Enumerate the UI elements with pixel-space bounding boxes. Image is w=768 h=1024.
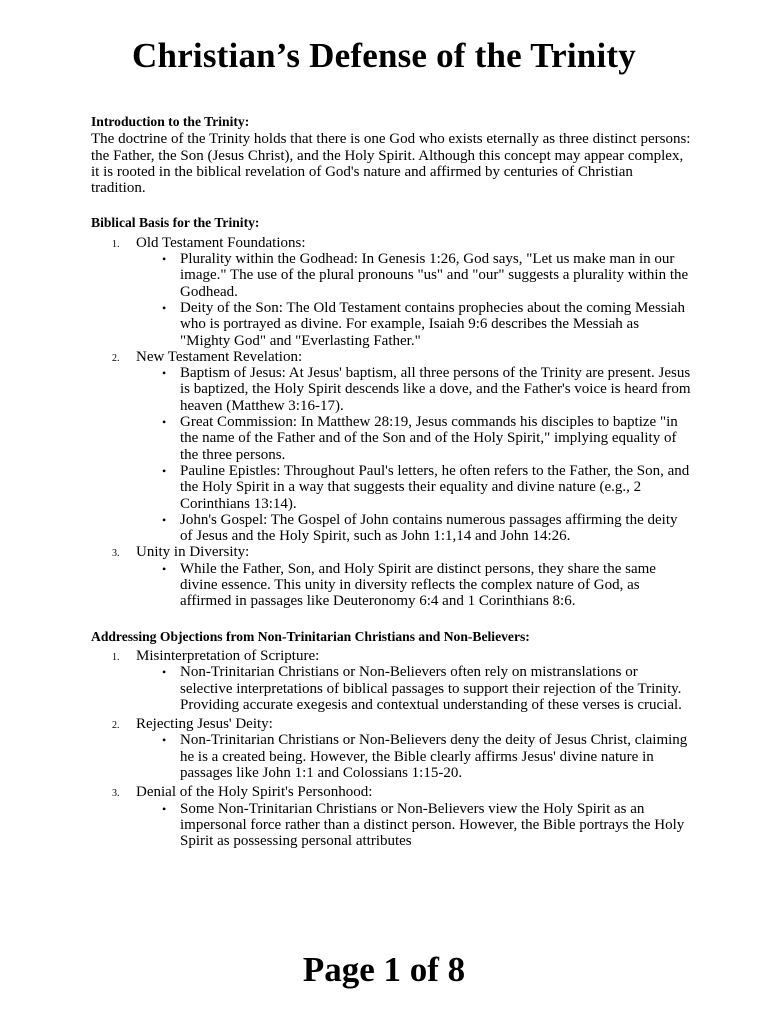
list-number: 1. (112, 651, 120, 663)
list-item-label: New Testament Revelation: (136, 348, 303, 365)
bullet-text: Some Non-Trinitarian Christians or Non-Believers view the Holy Spirit as an impersonal force rather than a distinct person. However, the Bible portrays the Holy Spirit as possessing personal attributes (180, 800, 685, 850)
bullet-icon: • (162, 733, 167, 748)
bullet-text: Great Commission: In Matthew 28:19, Jesus commands his disciples to baptize "in the name of the Father and of the Son and of the Holy Spirit," implying equality of the three persons. (180, 414, 678, 463)
bullet-icon: • (162, 801, 167, 816)
objections-list (91, 648, 691, 850)
list-number: 2. (112, 352, 120, 364)
list-item-label: Rejecting Jesus' Deity: (136, 716, 273, 733)
bullet-text: Deity of the Son: The Old Testament contains prophecies about the coming Messiah who is portrayed as divine. For example, Isaiah 9:6 describes the Messiah as "Mighty God" and "Everlasting Father." (180, 299, 685, 349)
bullet-text: Non-Trinitarian Christians or Non-Believers deny the deity of Jesus Christ, claiming he is a created being. However, the Bible clearly affirms Jesus' divine nature in passages like John 1:1 and Colossians 1:15-20. (180, 732, 688, 781)
bullet-icon: • (162, 512, 167, 527)
list-item-label: Denial of the Holy Spirit's Personhood: (136, 784, 373, 801)
bullet-icon: • (162, 463, 167, 478)
bullet-item (91, 732, 691, 781)
list-item (91, 544, 691, 609)
bullet-list (136, 365, 691, 544)
intro-heading: Introduction to the Trinity: (91, 114, 250, 129)
bullet-text: Non-Trinitarian Christians or Non-Believers often rely on mistranslations or selective interpretations of biblical passages to support their rejection of the Trinity. Providing accurate exegesis and contextual understanding of these verses is crucial. (180, 664, 682, 713)
biblical-heading: Biblical Basis for the Trinity: (91, 215, 260, 231)
bullet-item (91, 664, 691, 713)
list-item (91, 349, 691, 545)
objections-section (91, 629, 691, 850)
bullet-item (91, 251, 691, 300)
bullet-item (91, 801, 691, 850)
intro-paragraph: The doctrine of the Trinity holds that there is one God who exists eternally as three distinct persons: the Father, the Son (Jesus Christ), and the Holy Spirit. Although this concept may appear complex, it is rooted in the biblical revelation of God's nature and affirmed by centuries of Christian tradition. (91, 131, 691, 197)
bullet-list (136, 801, 691, 850)
bullet-item (91, 561, 691, 610)
bullet-list (136, 664, 691, 713)
bullet-list (136, 251, 691, 349)
bullet-icon: • (162, 665, 167, 680)
bullet-list (136, 732, 691, 781)
list-item-label: Misinterpretation of Scripture: (136, 647, 320, 664)
intro-section (91, 114, 691, 196)
biblical-list (91, 235, 691, 610)
bullet-icon: • (162, 415, 167, 430)
page-title: Christian’s Defense of the Trinity (132, 36, 636, 75)
list-item (91, 648, 691, 713)
list-number: 3. (112, 788, 120, 800)
bullet-text: Plurality within the Godhead: In Genesis 1:26, God says, "Let us make man in our image." The use of the plural pronouns "us" and "our" suggests a plurality within the Godhead. (180, 251, 689, 300)
bullet-text: John's Gospel: The Gospel of John contains numerous passages affirming the deity of Jesus and the Holy Spirit, such as John 1:1,14 and John 14:26. (180, 511, 678, 545)
list-number: 2. (112, 720, 120, 732)
list-item-label: Unity in Diversity: (136, 544, 250, 561)
bullet-item (91, 365, 691, 414)
bullet-item (91, 414, 691, 463)
bullet-icon: • (162, 561, 167, 576)
bullet-text: Pauline Epistles: Throughout Paul's letters, he often refers to the Father, the Son, and the Holy Spirit in a way that suggests their equality and divine nature (e.g., 2 Corinthians 13:14). (180, 462, 690, 512)
biblical-section (91, 215, 691, 609)
bullet-text: While the Father, Son, and Holy Spirit are distinct persons, they share the same divine essence. This unity in diversity reflects the complex nature of God, as affirmed in passages like Deuteronomy 6:4 and 1 Corinthians 8:6. (180, 560, 656, 610)
list-item (91, 716, 691, 781)
bullet-item (91, 463, 691, 512)
list-item (91, 784, 691, 849)
document-body (91, 114, 691, 852)
list-item (91, 235, 691, 349)
bullet-icon: • (162, 300, 167, 315)
bullet-icon: • (162, 366, 167, 381)
page-number: Page 1 of 8 (302, 950, 466, 989)
bullet-text: Baptism of Jesus: At Jesus' baptism, all three persons of the Trinity are present. Jesus is baptized, the Holy Spirit descends like a dove, and the Father's voice is heard from heaven (Matthew 3:16-17). (180, 365, 691, 414)
list-item-label: Old Testament Foundations: (136, 234, 306, 251)
list-number: 1. (112, 238, 120, 250)
bullet-icon: • (162, 252, 167, 267)
bullet-item (91, 512, 691, 545)
objections-heading: Addressing Objections from Non-Trinitarian Christians and Non-Believers: (91, 628, 530, 644)
bullet-item (91, 300, 691, 349)
bullet-list (136, 561, 691, 610)
list-number: 3. (112, 548, 120, 560)
